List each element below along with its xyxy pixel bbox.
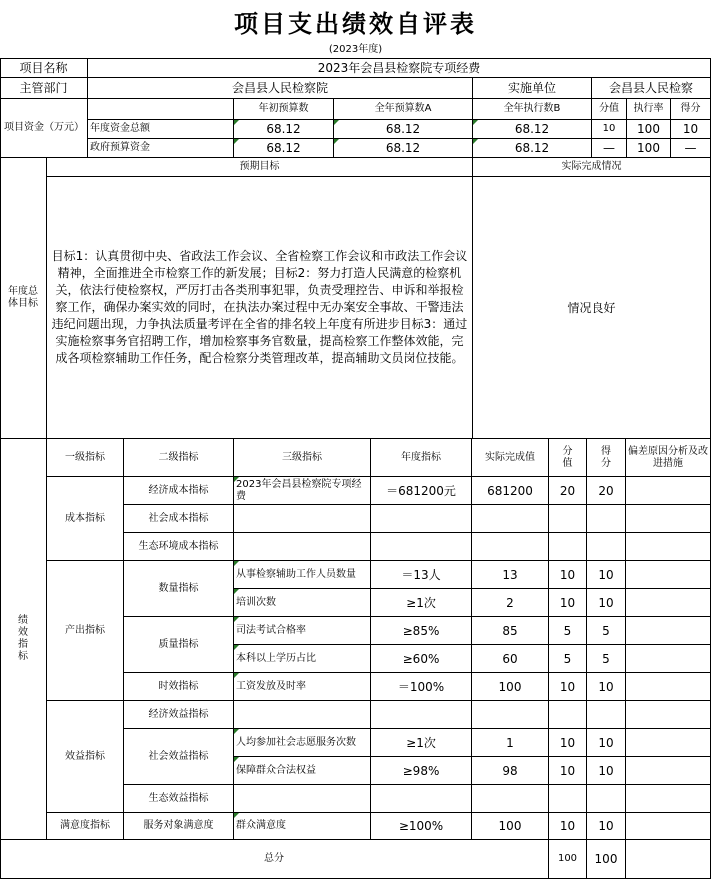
table-row-target: ≥100% [371,813,472,840]
empty-cell [234,533,371,561]
table-row-score: 10 [549,561,587,589]
label-gov-budget: 政府预算资金 [88,139,234,158]
annual-total-get: 10 [671,120,711,139]
table-row-get: 10 [587,757,626,785]
header-l1: 一级指标 [47,439,124,477]
table-row-l3: 本科以上学历占比 [234,645,371,673]
table-row-score: 10 [549,729,587,757]
table-row-target: ＝13人 [371,561,472,589]
table-row-l3: 群众满意度 [234,813,371,840]
empty-cell [549,533,587,561]
empty-cell [549,785,587,813]
empty-cell [626,701,711,729]
fund-header-blank [88,99,234,120]
header-l3: 三级指标 [234,439,371,477]
label-annual-total: 年度资金总额 [88,120,234,139]
table-row-actual: 85 [472,617,549,645]
table-row-get: 20 [587,477,626,505]
annual-total-score: 10 [592,120,627,139]
l1-benefit: 效益指标 [47,701,124,813]
label-annual-goal: 年度总体目标 [0,158,47,439]
table-row-l3: 人均参加社会志愿服务次数 [234,729,371,757]
l2-quantity: 数量指标 [124,561,234,617]
gov-budget-init: 68.12 [234,139,334,158]
table-row-l3: 工资发放及时率 [234,673,371,701]
empty-cell [234,505,371,533]
table-row-score: 5 [549,617,587,645]
empty-cell [371,533,472,561]
gov-budget-score: — [592,139,627,158]
gov-budget-exec: 68.12 [473,139,592,158]
empty-cell [371,701,472,729]
table-row-get: 10 [587,561,626,589]
total-get: 100 [587,840,626,879]
header-init-budget: 年初预算数 [234,99,334,120]
l1-output: 产出指标 [47,561,124,701]
l1-cost: 成本指标 [47,477,124,561]
header-expected: 预期目标 [47,158,473,177]
empty-cell [587,785,626,813]
table-row-score: 20 [549,477,587,505]
report-year: (2023年度) [328,44,383,55]
l2-timeliness: 时效指标 [124,673,234,701]
table-row-deviation [626,477,711,505]
table-row-actual: 681200 [472,477,549,505]
table-row-actual: 60 [472,645,549,673]
project-name: 2023年会昌县检察院专项经费 [88,58,711,78]
table-row-score: 10 [549,757,587,785]
header-l2: 二级指标 [124,439,234,477]
header-score2: 分值 [549,439,587,477]
empty-cell [587,533,626,561]
table-row-deviation [626,645,711,673]
table-row-get: 10 [587,673,626,701]
table-row-target: ＝100% [371,673,472,701]
empty-cell [587,505,626,533]
empty-cell [472,533,549,561]
l1-satisfaction: 满意度指标 [47,813,124,840]
label-fund: 项目资金（万元） [0,99,88,158]
table-row-deviation [626,757,711,785]
empty-cell [587,701,626,729]
l2-eco-cost: 生态环境成本指标 [124,533,234,561]
table-row-actual: 100 [472,813,549,840]
l2-social-cost: 社会成本指标 [124,505,234,533]
empty-cell [549,505,587,533]
empty-cell [234,785,371,813]
l2-eco-benefit: 生态效益指标 [124,785,234,813]
table-row-actual: 13 [472,561,549,589]
header-full-budget: 全年预算数A [334,99,473,120]
table-row-deviation [626,589,711,617]
annual-total-full: 68.12 [334,120,473,139]
label-dept: 主管部门 [0,78,88,99]
table-row-l3: 司法考试合格率 [234,617,371,645]
table-row-deviation [626,813,711,840]
table-row-target: ≥1次 [371,729,472,757]
header-score: 分值 [592,99,627,120]
header-rate: 执行率 [627,99,671,120]
table-row-deviation [626,729,711,757]
label-total: 总分 [0,840,549,879]
header-get2: 得分 [587,439,626,477]
table-row-get: 10 [587,813,626,840]
empty-cell [234,701,371,729]
table-row-get: 5 [587,645,626,673]
table-row-l3: 保障群众合法权益 [234,757,371,785]
label-impl: 实施单位 [473,78,592,99]
table-row-deviation [626,617,711,645]
table-row-l3: 2023年会昌县检察院专项经费 [234,477,371,505]
empty-cell [549,701,587,729]
table-row-actual: 1 [472,729,549,757]
gov-budget-full: 68.12 [334,139,473,158]
empty-cell [626,505,711,533]
table-row-target: ≥85% [371,617,472,645]
table-row-score: 5 [549,645,587,673]
page-title: 项目支出绩效自评表 [234,9,477,38]
table-row-actual: 98 [472,757,549,785]
header-actual-val: 实际完成值 [472,439,549,477]
empty-cell [472,785,549,813]
empty-cell [472,505,549,533]
table-row-score: 10 [549,673,587,701]
table-row-get: 10 [587,589,626,617]
header-get-score: 得分 [671,99,711,120]
empty-cell [371,505,472,533]
l2-econ-benefit: 经济效益指标 [124,701,234,729]
impl-value: 会昌县人民检察 [592,78,711,99]
header-full-exec: 全年执行数B [473,99,592,120]
annual-total-exec: 68.12 [473,120,592,139]
label-perf: 绩效指标 [0,439,47,840]
goal-text: 目标1：认真贯彻中央、省政法工作会议、全省检察工作会议和市政法工作会议精神，全面推进全市检察工作的新发展；目标2：努力打造人民满意的检察机关，依法行使检察权，严厉打击各类刑事犯罪，负责受理控告、申诉和举报检察工作，确保办案实效的同时，在执法办案过程中无办案安全事故、干警违法违纪问题出现，力争执法质量考评在全省的排名较上年度有所进步目标3：通过实施检察事务官招聘工作，增加检察事务官数量，提高检察工作整体效能，完成各项检察辅助工作任务，配合检察分类管理改革，提高辅助文员岗位技能。 [47,177,473,439]
empty-cell [626,533,711,561]
table-row-deviation [626,673,711,701]
table-row-l3: 培训次数 [234,589,371,617]
dept-value: 会昌县人民检察院 [88,78,473,99]
l2-service: 服务对象满意度 [124,813,234,840]
label-project-name: 项目名称 [0,58,88,78]
actual-text: 情况良好 [473,177,711,439]
total-score: 100 [549,840,587,879]
l2-econ-cost: 经济成本指标 [124,477,234,505]
l2-quality: 质量指标 [124,617,234,673]
table-row-score: 10 [549,589,587,617]
table-row-target: ≥1次 [371,589,472,617]
table-row-target: ＝681200元 [371,477,472,505]
empty-cell [371,785,472,813]
annual-total-rate: 100 [627,120,671,139]
l2-social-benefit: 社会效益指标 [124,729,234,785]
header-deviation: 偏差原因分析及改进措施 [626,439,711,477]
table-row-deviation [626,561,711,589]
table-row-target: ≥60% [371,645,472,673]
header-annual-idx: 年度指标 [371,439,472,477]
table-row-actual: 100 [472,673,549,701]
total-deviation [626,840,711,879]
table-row-target: ≥98% [371,757,472,785]
table-row-score: 10 [549,813,587,840]
table-row-get: 5 [587,617,626,645]
table-row-actual: 2 [472,589,549,617]
gov-budget-get: — [671,139,711,158]
table-row-l3: 从事检察辅助工作人员数量 [234,561,371,589]
annual-total-init: 68.12 [234,120,334,139]
empty-cell [626,785,711,813]
header-actual: 实际完成情况 [473,158,711,177]
gov-budget-rate: 100 [627,139,671,158]
table-row-get: 10 [587,729,626,757]
empty-cell [472,701,549,729]
